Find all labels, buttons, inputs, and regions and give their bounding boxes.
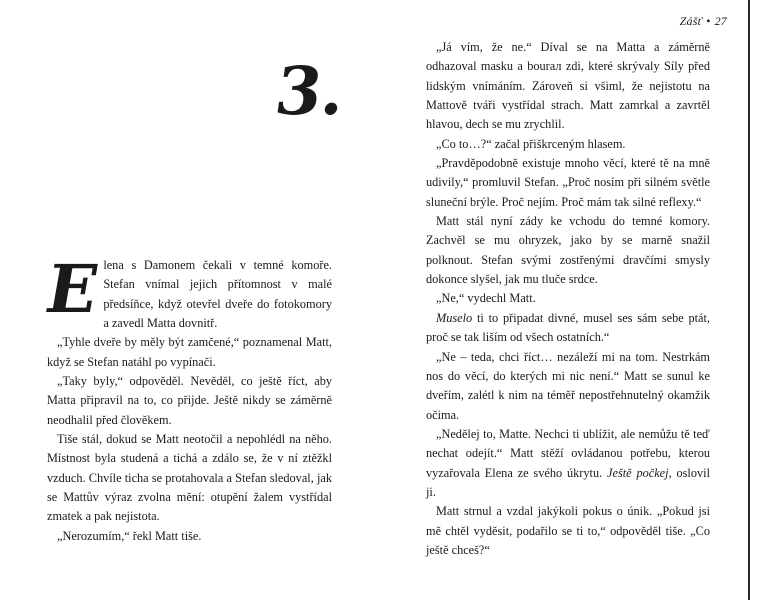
paragraph: „Já vím, že ne.“ Díval se na Matta a záměrně odhazoval masku a bourал zdi, které skrývaly Síly před lidským vnímáním. Zároveň si všiml, že nejistotu na Mattově tváři vystřídal strach. Matt zamrkal a zavrtěl hlavou, dech se mu zrychlil. [426,40,710,132]
running-head [680,14,727,29]
left-page-text [40,250,332,546]
running-head-separator: • [706,14,711,28]
page-number: 27 [714,14,727,28]
paragraph: „Nerozumím,“ řekl Matt tiše. [57,528,202,543]
italic-text: Ještě počkej [607,465,669,480]
paragraph: Matt strnul a vzdal jakýkoli pokus o únik. „Pokud jsi mě chtěl vyděsit, podařilo se ti to,“ odpověděl tiše. „Co ještě chceš?“ [426,504,710,557]
drop-cap: E [40,250,105,328]
italic-text: Muselo [436,310,473,325]
paragraph [426,425,710,502]
paragraph: „Ne,“ vydechl Matt. [436,291,536,306]
paragraph: Tiše stál, dokud se Matt neotočil a nepohlédl na něho. Místnost byla studená a tichá a zdálo se, že v ní ztěžkl vzduch. Chvíle ticha se protahovala a Stefan sledoval, jak se Mattův výraz zvolna mění: otupění žalem vystřídal zmatek a pak nejistota. [47,432,332,524]
paragraph: „Taky byly,“ odpověděl. Nevěděl, co ještě říct, aby Matta připravil na to, co přijde. Ještě nikdy se záměrně neodhalil před člověkem. [47,374,332,427]
paragraph: „Tyhle dveře by měly být zamčené,“ poznamenal Matt, když se Stefan natáhl po vypínači. [47,335,332,369]
opening-paragraph [40,250,332,333]
paragraph: „Ne – teda, chci říct… nezáleží mi na tom. Nestrkám nos do věcí, do kterých mi nic není.“ Matt se sunul ke dveřím, zalétl k nim na téměř nepostřehnutelný okamžik očima. [426,349,710,422]
paragraph: „Pravděpodobně existuje mnoho věcí, které tě na mně udivily,“ promluvil Stefan. „Proč nosím při silném světle sluneční brýle. Proč nejím. Proč mám tak silné reflexy.“ [426,156,710,209]
page-edge-divider [748,0,750,600]
paragraph [426,309,710,348]
right-page-text [426,38,710,560]
paragraph-text: lena s Damonem čekali v temné komoře. Stefan vnímal jejich přítomnost v malé předsíňce, když otevřel dveře do fotokomory a zavedl Matta dovnitř. [103,258,332,331]
paragraph-text: „Nedělej to, Matte. Nechci ti ublížit, ale nemůžu tě teď nechat odejít.“ Matt stěží ovládanou potřebu, kterou vyzařovala Elena ze svého úkrytu. [426,426,710,480]
paragraph-text: ti to připadat divné, musel ses sám sebe ptát, proč se tak liším od všech ostatních.“ [426,310,710,345]
paragraph: „Co to…?“ začal přiškrceným hlasem. [436,136,626,151]
paragraph-text: , oslovil ji. [426,465,710,499]
paragraph: Matt stál nyní zády ke vchodu do temné komory. Zachvěl se mu ohryzek, jako by se marně snažil polknout. Stefan svými zostřenými dravčími smysly dokonce slyšel, jak mu tluče srdce. [426,214,710,287]
chapter-number: 3. [270,52,351,130]
running-head-title: Zášť [679,14,703,28]
